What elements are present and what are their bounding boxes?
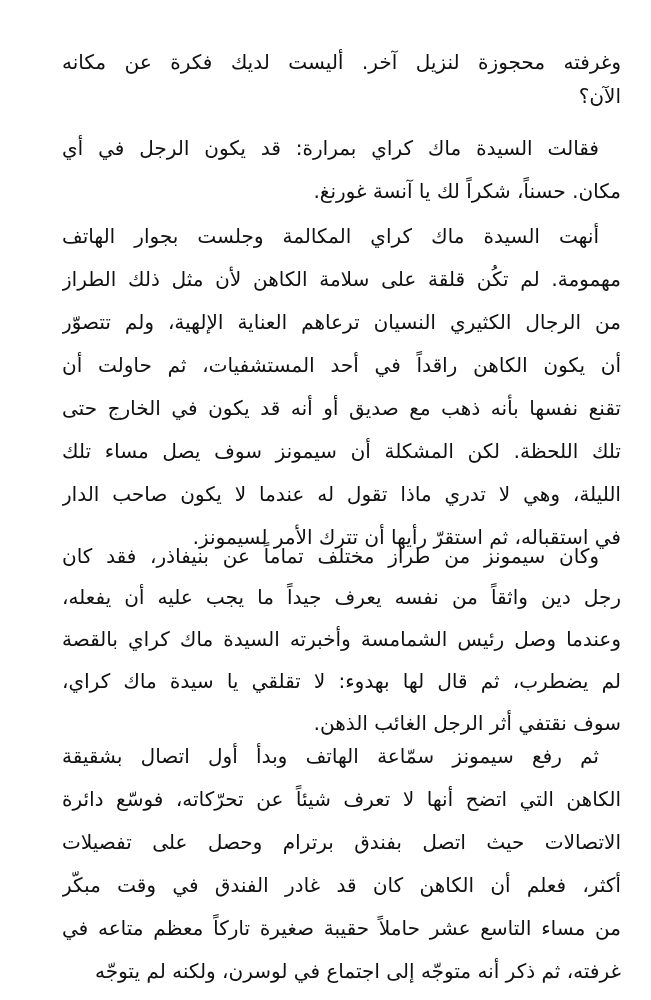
- text-line: مهمومة. لم تكُن قلقة على سلامة الكاهن لأن مثل ذلك الطراز: [62, 267, 621, 291]
- text-line: رجل دين واثقاً من نفسه يعرف جيداً ما يجب عليه أن يفعله،: [62, 585, 621, 609]
- text-line: تلك اللحظة. لكن المشكلة أن سيمونز سوف يصل مساء تلك: [62, 439, 621, 463]
- text-line: وعندما وصل رئيس الشمامسة وأخبرته السيدة ماك كراي بالقصة: [62, 627, 621, 651]
- text-line: أنهت السيدة ماك كراي المكالمة وجلست بجوار الهاتف: [62, 224, 599, 248]
- text-line: وكان سيمونز من طراز مختلف تماماً عن بنيفاذر، فقد كان: [62, 544, 599, 568]
- text-line: أكثر، فعلم أن الكاهن كان قد غادر الفندق في وقت مبكّر: [62, 873, 621, 897]
- text-line: مكان. حسناً، شكراً لك يا آنسة غورنغ.: [313, 179, 621, 203]
- text-line: الكاهن التي اتضح أنها لا تعرف شيئاً عن تحرّكاته، فوسّع دائرة: [62, 787, 621, 811]
- text-line: سوف نقتفي أثر الرجل الغائب الذهن.: [313, 711, 621, 735]
- text-line: من مساء التاسع عشر حاملاً حقيبة صغيرة تاركاً معظم متاعه في: [62, 916, 621, 940]
- text-line: في استقباله، ثم استقرّ رأيها أن تترك الأمر لسيمونز.: [192, 525, 621, 549]
- text-line: ثم رفع سيمونز سمّاعة الهاتف وبدأ أول اتصال بشقيقة: [62, 744, 599, 768]
- text-line: الاتصالات حيث اتصل بفندق برترام وحصل على تفصيلات: [62, 830, 621, 854]
- text-line: الليلة، وهي لا تدري ماذا تقول له عندما لا يكون صاحب الدار: [62, 482, 621, 506]
- text-line: غرفته، ثم ذكر أنه متوجّه إلى اجتماع في لوسرن، ولكنه لم يتوجّه: [95, 959, 621, 983]
- text-line: لم يضطرب، ثم قال لها بهدوء: لا تقلقي يا سيدة ماك كراي،: [62, 669, 621, 693]
- text-line: الآن؟: [578, 84, 621, 108]
- text-line: من الرجال الكثيري النسيان ترعاهم العناية الإلهية، ولم تتصوّر: [62, 310, 621, 334]
- text-line: أن يكون الكاهن راقداً في أحد المستشفيات، ثم حاولت أن: [62, 353, 621, 377]
- text-line: وغرفته محجوزة لنزيل آخر. أليست لديك فكرة عن مكانه: [62, 50, 621, 74]
- text-line: تقنع نفسها بأنه ذهب مع صديق أو أنه قد يكون في الخارج حتى: [62, 396, 621, 420]
- text-line: فقالت السيدة ماك كراي بمرارة: قد يكون الرجل في أي: [62, 136, 599, 160]
